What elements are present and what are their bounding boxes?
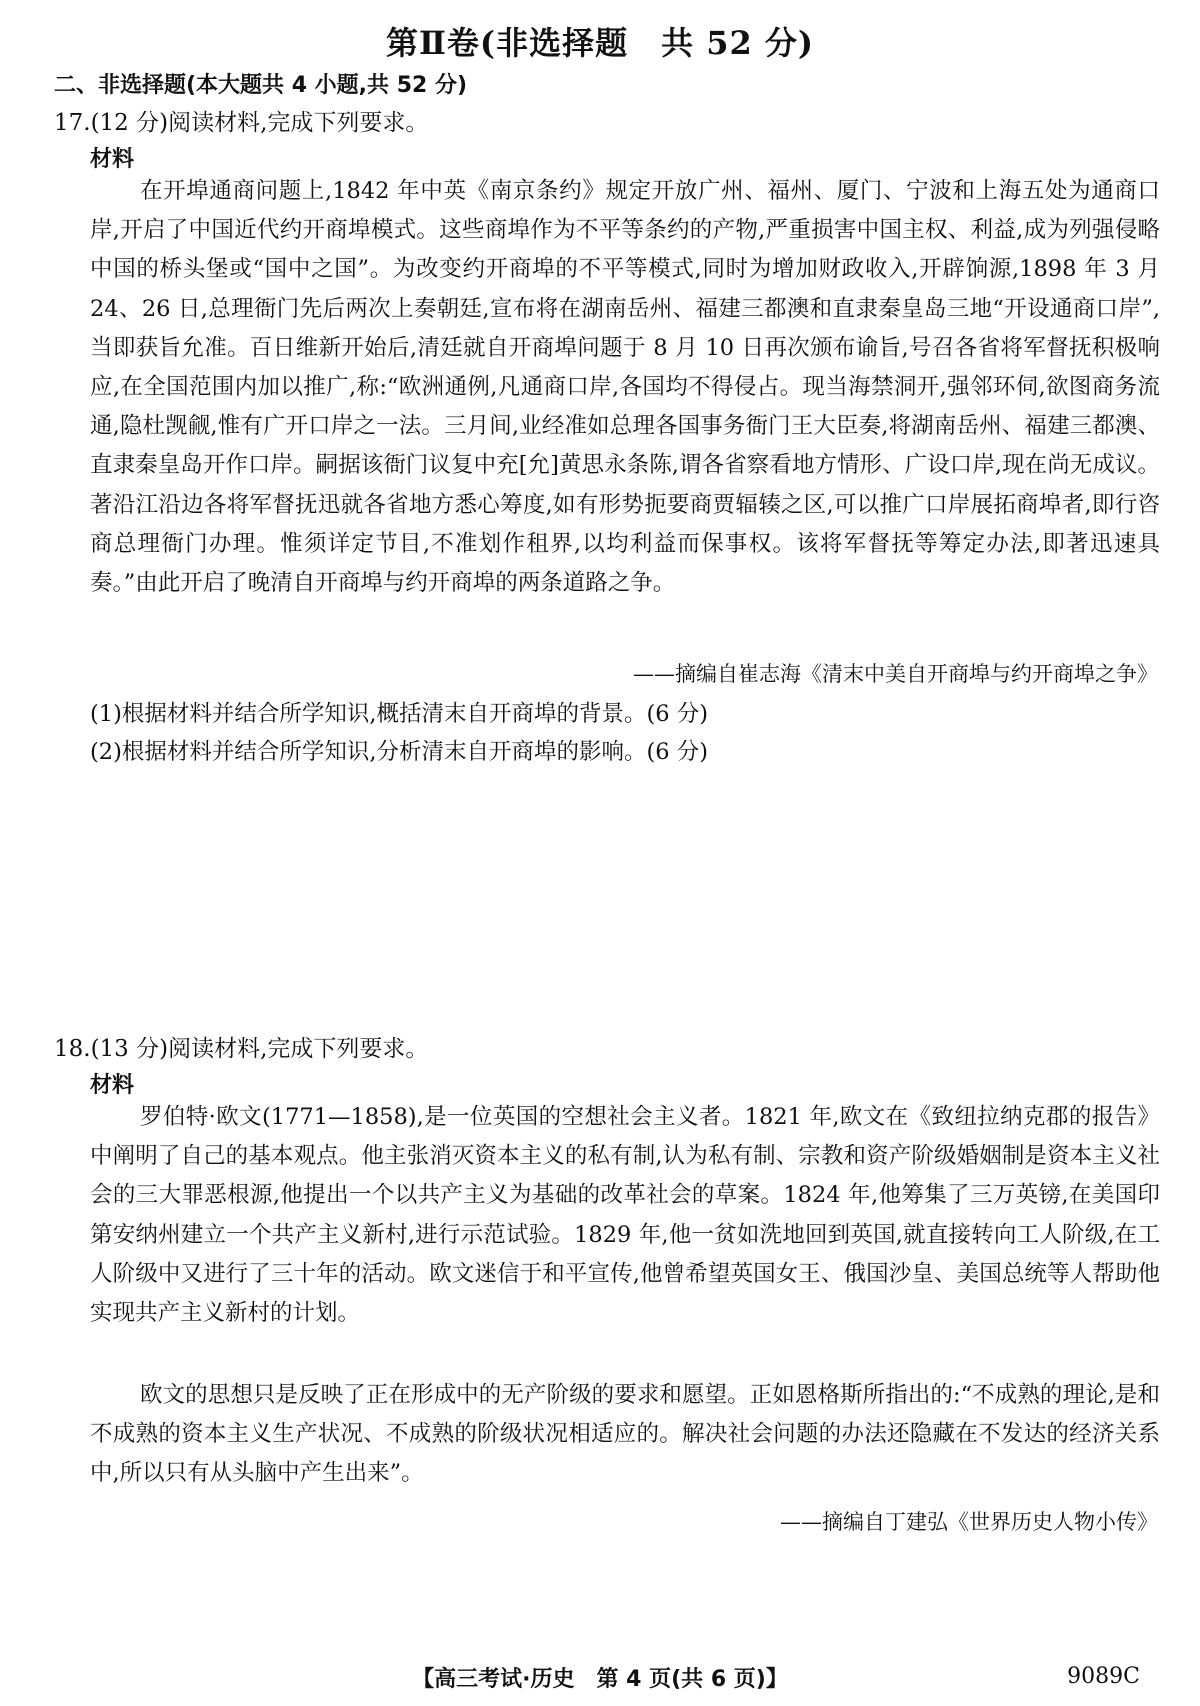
question-17-sub-2: (2)根据材料并结合所学知识,分析清末自开商埠的影响。(6 分)	[90, 739, 709, 765]
part-heading: 二、非选择题(本大题共 4 小题,共 52 分)	[54, 73, 468, 98]
question-17-stem: 17.(12 分)阅读材料,完成下列要求。	[54, 110, 429, 136]
page-footer: 【高三考试·历史 第 4 页(共 6 页)】	[412, 1667, 788, 1692]
question-17-material-label: 材料	[90, 147, 135, 172]
section-title: 第Ⅱ卷(非选择题 共 52 分)	[385, 24, 815, 62]
question-18-material-label: 材料	[90, 1073, 135, 1098]
question-17-source: ——摘编自崔志海《清末中美自开商埠与约开商埠之争》	[633, 662, 1158, 686]
question-18-material-paragraph-2: 欧文的思想只是反映了正在形成中的无产阶级的要求和愿望。正如恩格斯所指出的:“不成熟的理论,是和不成熟的资本主义生产状况、不成熟的阶级状况相适应的。解决社会问题的办法还隐藏在不发达的经济关系中,所以只有从头脑中产生出来”。	[90, 1382, 1160, 1487]
question-18-stem: 18.(13 分)阅读材料,完成下列要求。	[54, 1036, 429, 1062]
question-17-material-paragraph: 在开埠通商问题上,1842 年中英《南京条约》规定开放广州、福州、厦门、宁波和上海五处为通商口岸,开启了中国近代约开商埠模式。这些商埠作为不平等条约的产物,严重损害中国主权、利益,成为列强侵略中国的桥头堡或“国中之国”。为改变约开商埠的不平等模式,同时为增加财政收入,开辟饷源,1898 年 3 月 24、26 日,总理衙门先后两次上奏朝廷,宣布将在湖南岳州、福建三都澳和直隶秦皇岛三地“开设通商口岸”,当即获旨允准。百日维新开始后,清廷就自开商埠问题于 8 月 10 日再次颁布谕旨,号召各省将军督抚积极响应,在全国范围内加以推广,称:“欧洲通例,凡通商口岸,各国均不得侵占。现当海禁洞开,强邻环伺,欲图商务流通,隐杜觊觎,惟有广开口岸之一法。三月间,业经准如总理各国事务衙门王大臣奏,将湖南岳州、福建三都澳、直隶秦皇岛开作口岸。嗣据该衙门议复中充[允]黄思永条陈,谓各省察看地方情形、广设口岸,现在尚无成议。著沿江沿边各将军督抚迅就各省地方悉心筹度,如有形势扼要商贾辐辏之区,可以推广口岸展拓商埠者,即行咨商总理衙门办理。惟须详定节目,不准划作租界,以均利益而保事权。该将军督抚等筹定办法,即著迅速具奏。”由此开启了晚清自开商埠与约开商埠的两条道路之争。	[90, 178, 1160, 597]
question-18-material-paragraph-1: 罗伯特·欧文(1771—1858),是一位英国的空想社会主义者。1821 年,欧文在《致纽拉纳克郡的报告》中阐明了自己的基本观点。他主张消灭资本主义的私有制,认为私有制、宗教和资产阶级婚姻制是资本主义社会的三大罪恶根源,他提出一个以共产主义为基础的改革社会的草案。1824 年,他筹集了三万英镑,在美国印第安纳州建立一个共产主义新村,进行示范试验。1829 年,他一贫如洗地回到英国,就直接转向工人阶级,在工人阶级中又进行了三十年的活动。欧文迷信于和平宣传,他曾希望英国女王、俄国沙皇、美国总统等人帮助他实现共产主义新村的计划。	[90, 1104, 1160, 1327]
question-18-source: ——摘编自丁建弘《世界历史人物小传》	[780, 1510, 1158, 1534]
paper-code: 9089C	[1067, 1664, 1140, 1689]
question-17-sub-1: (1)根据材料并结合所学知识,概括清末自开商埠的背景。(6 分)	[90, 701, 709, 727]
